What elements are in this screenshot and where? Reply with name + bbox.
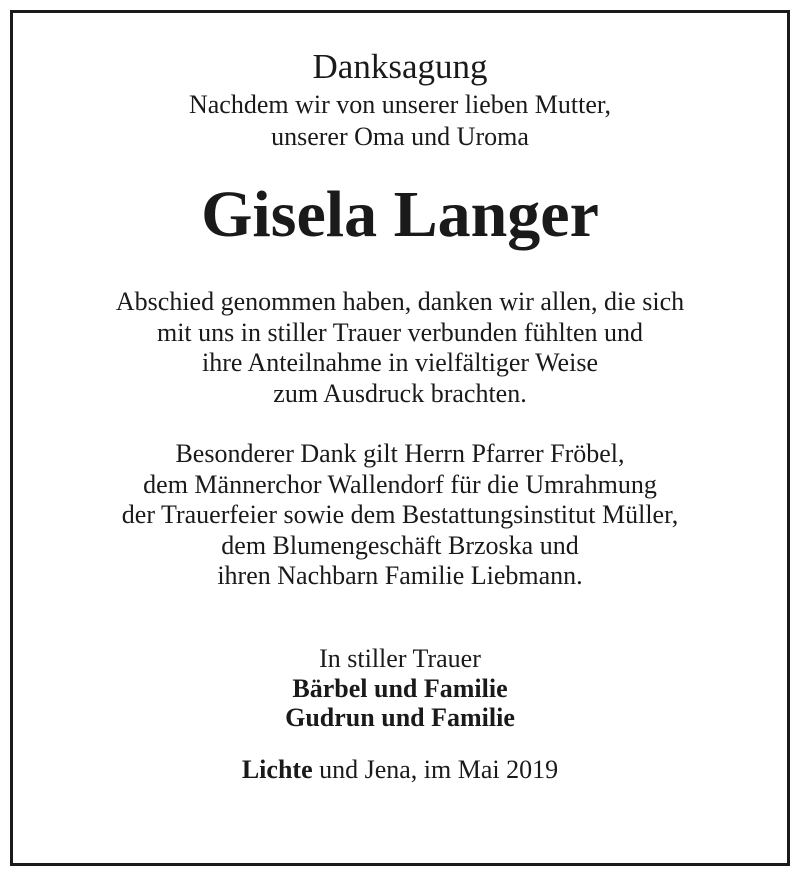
paragraph-line: ihre Anteilnahme in vielfältiger Weise <box>202 348 598 377</box>
heading-text: Danksagung <box>312 47 488 86</box>
paragraph-line: der Trauerfeier sowie dem Bestattungsinstitut Müller, <box>121 500 679 529</box>
place-date <box>13 755 787 785</box>
special-thanks-paragraph <box>13 439 787 592</box>
paragraph-line: mit uns in stiller Trauer verbunden fühlten und <box>156 317 643 347</box>
place-date-text: und Jena, im Mai 2019 <box>312 754 559 784</box>
intro-line: Nachdem wir von unserer lieben Mutter, <box>188 90 612 119</box>
family-signatures <box>13 674 787 732</box>
deceased-name-text: Gisela Langer <box>201 178 599 251</box>
mourning-text: In stiller Trauer <box>319 643 481 673</box>
paragraph-line: dem Blumengeschäft Brzoska und <box>221 530 579 560</box>
family-name: Gudrun und Familie <box>285 702 515 732</box>
paragraph-line: ihren Nachbarn Familie Liebmann. <box>217 561 583 590</box>
family-name: Bärbel und Familie <box>292 673 508 703</box>
obituary-notice <box>13 13 787 785</box>
paragraph-line: zum Ausdruck brachten. <box>273 378 527 408</box>
intro-line: unserer Oma und Uroma <box>271 122 529 151</box>
paragraph-line: Abschied genommen haben, danken wir allen, die sich <box>115 287 685 316</box>
notice-heading <box>13 47 787 87</box>
intro-text <box>13 89 787 153</box>
place-date-line <box>13 755 787 785</box>
mourning-line <box>13 644 787 674</box>
thanks-paragraph <box>13 287 787 409</box>
paragraph-line: dem Männerchor Wallendorf für die Umrahmung <box>143 469 657 499</box>
paragraph-line: Besonderer Dank gilt Herrn Pfarrer Fröbel, <box>175 439 625 468</box>
deceased-name <box>13 177 787 253</box>
place-name: Lichte <box>241 754 313 784</box>
